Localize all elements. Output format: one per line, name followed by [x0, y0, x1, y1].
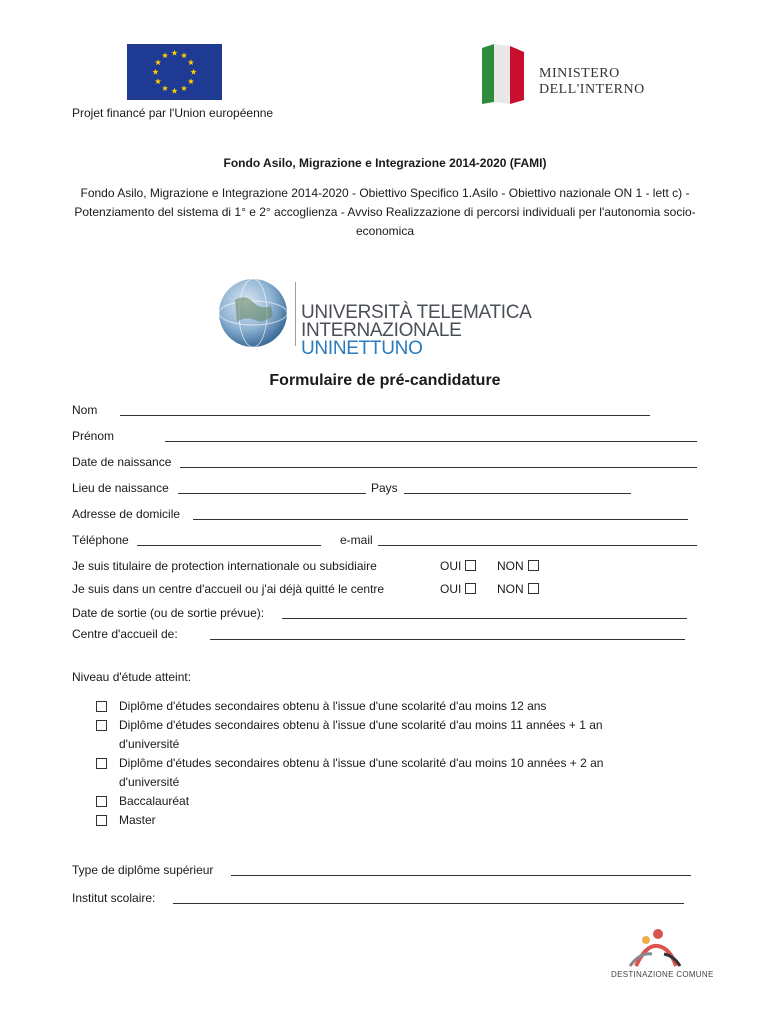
protection-non-option[interactable]	[497, 559, 539, 573]
logo-divider	[295, 282, 296, 346]
centre-non-option[interactable]	[497, 582, 539, 596]
uninettuno-logo	[213, 276, 573, 359]
type-diplome-field[interactable]	[231, 863, 691, 876]
uni-line1: UNIVERSITÀ TELEMATICA	[301, 302, 532, 323]
education-checkbox[interactable]	[96, 815, 107, 826]
protection-oui-checkbox[interactable]	[465, 560, 476, 571]
non-label: NON	[497, 559, 524, 573]
label-date-sortie: Date de sortie (ou de sortie prévue):	[72, 606, 265, 620]
centre-accueil-field[interactable]	[210, 627, 685, 640]
ministero-line1: MINISTERO	[539, 66, 620, 81]
uni-line2b: UNINETTUNO	[301, 338, 423, 359]
email-field[interactable]	[378, 533, 697, 546]
centre-non-checkbox[interactable]	[528, 583, 539, 594]
education-label: Diplôme d'études secondaires obtenu à l'issue d'une scolarité d'au moins 12 ans	[119, 699, 547, 713]
destinazione-caption: DESTINAZIONE COMUNE	[611, 970, 714, 979]
label-nom: Nom	[72, 403, 98, 417]
label-niveau-etude: Niveau d'étude atteint:	[72, 670, 192, 684]
prenom-field[interactable]	[165, 429, 697, 442]
education-label: Diplôme d'études secondaires obtenu à l'issue d'une scolarité d'au moins 11 années + 1 an d'université	[119, 718, 603, 751]
label-pays: Pays	[371, 481, 398, 495]
label-centre-accueil: Centre d'accueil de:	[72, 627, 178, 641]
education-label: Baccalauréat	[119, 794, 190, 808]
destinazione-comune-icon	[606, 926, 702, 970]
oui-label: OUI	[440, 582, 462, 596]
education-checkbox[interactable]	[96, 701, 107, 712]
label-email: e-mail	[340, 533, 373, 547]
education-checkbox[interactable]	[96, 796, 107, 807]
eu-flag-logo	[127, 44, 222, 100]
centre-oui-option[interactable]	[440, 582, 476, 596]
date-sortie-field[interactable]	[282, 606, 687, 619]
label-adresse: Adresse de domicile	[72, 507, 181, 521]
institut-field[interactable]	[173, 891, 684, 904]
non-label: NON	[497, 582, 524, 596]
nom-field[interactable]	[120, 403, 650, 416]
label-date-naissance: Date de naissance	[72, 455, 172, 469]
label-institut: Institut scolaire:	[72, 891, 156, 905]
lieu-naissance-field[interactable]	[178, 481, 366, 494]
destinazione-comune-logo	[606, 926, 714, 982]
label-prenom: Prénom	[72, 429, 115, 443]
label-protection: Je suis titulaire de protection internationale ou subsidiaire	[72, 559, 377, 573]
date-naissance-field[interactable]	[180, 455, 697, 468]
education-checkbox[interactable]	[96, 720, 107, 731]
centre-oui-checkbox[interactable]	[465, 583, 476, 594]
adresse-field[interactable]	[193, 507, 688, 520]
italian-flag-icon	[480, 42, 536, 106]
label-lieu-naissance: Lieu de naissance	[72, 481, 169, 495]
education-label: Diplôme d'études secondaires obtenu à l'issue d'une scolarité d'au moins 10 années + 2 an d'université	[119, 756, 604, 789]
protection-non-checkbox[interactable]	[528, 560, 539, 571]
education-label: Master	[119, 813, 156, 827]
label-telephone: Téléphone	[72, 533, 129, 547]
uni-line2a: INTERNAZIONALE	[301, 320, 462, 341]
fami-title: Fondo Asilo, Migrazione e Integrazione 2014-2020 (FAMI)	[223, 156, 547, 170]
globe-icon	[213, 276, 293, 350]
ministero-interno-logo	[480, 42, 680, 106]
fami-description: Fondo Asilo, Migrazione e Integrazione 2014-2020 - Obiettivo Specifico 1.Asilo - Obiettivo nazionale ON 1 - lett c) - Potenziamento del sistema di 1° e 2° accoglienza - Avviso Realizzazione di percorsi individuali per l'autonomia socio-economica	[74, 186, 696, 238]
eu-stars-icon	[127, 44, 222, 100]
telephone-field[interactable]	[137, 533, 321, 546]
oui-label: OUI	[440, 559, 462, 573]
education-checkbox[interactable]	[96, 758, 107, 769]
protection-oui-option[interactable]	[440, 559, 476, 573]
label-centre: Je suis dans un centre d'accueil ou j'ai déjà quitté le centre	[72, 582, 385, 596]
eu-funding-caption: Projet financé par l'Union européenne	[72, 106, 274, 120]
label-type-diplome: Type de diplôme supérieur	[72, 863, 214, 877]
ministero-line2: DELL'INTERNO	[539, 82, 645, 97]
pays-field[interactable]	[404, 481, 631, 494]
form-title: Formulaire de pré-candidature	[269, 372, 501, 389]
